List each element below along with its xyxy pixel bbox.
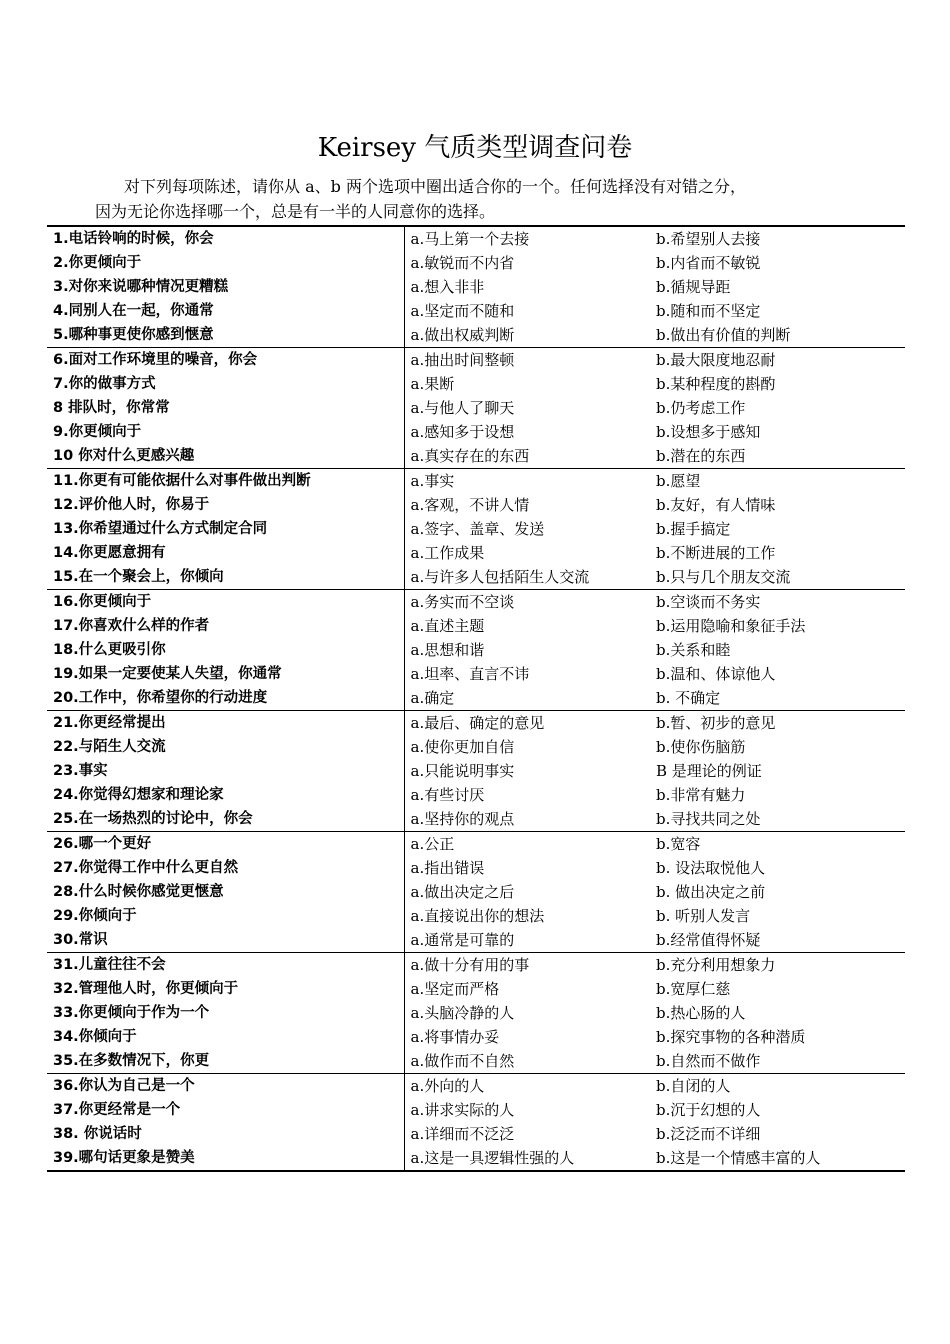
question-row — [47, 348, 905, 373]
option-b[interactable]: b.关系和睦 — [656, 641, 731, 659]
question-text: 17.你喜欢什么样的作者 — [53, 618, 210, 634]
question-text: 8 排队时，你常常 — [53, 400, 170, 416]
intro-line-2: 因为无论你选择哪一个，总是有一半的人同意你的选择。 — [95, 202, 496, 221]
question-row — [47, 323, 905, 348]
question-text: 16.你更倾向于 — [47, 590, 404, 615]
option-b[interactable]: b. 做出决定之前 — [656, 883, 766, 901]
question-row — [47, 444, 905, 469]
option-a[interactable]: a.讲求实际的人 — [404, 1098, 650, 1122]
question-row — [47, 614, 905, 638]
question-text: 38. 你说话时 — [53, 1126, 142, 1142]
question-text: 26.哪一个更好 — [47, 832, 404, 857]
option-b[interactable]: b.宽容 — [650, 832, 905, 857]
option-b[interactable]: b.仍考虑工作 — [656, 399, 746, 417]
intro-line-1: 对下列每项陈述，请你从 a、b 两个选项中圈出适合你的一个。任何选择没有对错之分， — [124, 177, 746, 196]
option-b[interactable]: b.握手搞定 — [656, 520, 731, 538]
question-text: 5.哪种事更使你感到惬意 — [53, 327, 214, 343]
question-table — [47, 225, 905, 1172]
option-a[interactable]: a.思想和谐 — [404, 638, 650, 662]
option-b[interactable]: b.循规导距 — [656, 278, 731, 296]
question-row — [47, 1001, 905, 1025]
question-row — [47, 396, 905, 420]
question-text: 22.与陌生人交流 — [53, 739, 166, 755]
question-row — [47, 299, 905, 323]
option-b[interactable]: b.沉于幻想的人 — [656, 1101, 761, 1119]
question-row — [47, 590, 905, 615]
option-a[interactable]: a.坦率、直言不讳 — [404, 662, 650, 686]
option-b[interactable]: b.泛泛而不详细 — [656, 1125, 761, 1143]
question-row — [47, 807, 905, 832]
option-b[interactable]: b.随和而不坚定 — [656, 302, 761, 320]
option-b[interactable]: b.使你伤脑筋 — [656, 738, 746, 756]
question-text: 15.在一个聚会上，你倾向 — [53, 569, 224, 585]
question-table-body — [47, 226, 905, 1171]
option-a[interactable]: a.事实 — [404, 469, 650, 494]
question-text: 18.什么更吸引你 — [53, 642, 166, 658]
question-row — [47, 928, 905, 953]
option-a[interactable]: a.通常是可靠的 — [404, 928, 650, 953]
option-a[interactable]: a.想入非非 — [404, 275, 650, 299]
option-a[interactable]: a.最后、确定的意见 — [404, 711, 650, 736]
question-text: 33.你更倾向于作为一个 — [53, 1005, 210, 1021]
option-a[interactable]: a.坚定而严格 — [404, 977, 650, 1001]
option-b[interactable]: b.只与几个朋友交流 — [656, 568, 791, 586]
option-b[interactable]: b.宽厚仁慈 — [656, 980, 731, 998]
option-b[interactable]: b.自然而不做作 — [656, 1052, 761, 1070]
question-text: 13.你希望通过什么方式制定合同 — [53, 521, 268, 537]
question-text: 39.哪句话更象是赞美 — [47, 1146, 404, 1171]
option-a[interactable]: a.坚持你的观点 — [404, 807, 650, 832]
option-a[interactable]: a.感知多于设想 — [404, 420, 650, 444]
option-a[interactable]: a.只能说明事实 — [404, 759, 650, 783]
option-b[interactable]: b.热心肠的人 — [656, 1004, 746, 1022]
option-b[interactable]: b.空谈而不务实 — [650, 590, 905, 615]
option-b[interactable]: b.内省而不敏锐 — [656, 254, 761, 272]
question-text: 12.评价他人时，你易于 — [53, 497, 210, 513]
question-text: 28.什么时候你感觉更惬意 — [53, 884, 224, 900]
question-row — [47, 880, 905, 904]
option-a[interactable]: a.马上第一个去接 — [404, 226, 650, 251]
question-row — [47, 686, 905, 711]
option-a[interactable]: a.与他人了聊天 — [404, 396, 650, 420]
question-text: 2.你更倾向于 — [53, 255, 142, 271]
option-a[interactable]: a.这是一具逻辑性强的人 — [404, 1146, 650, 1171]
question-row — [47, 1146, 905, 1171]
option-a[interactable]: a.有些讨厌 — [404, 783, 650, 807]
option-b[interactable]: b.经常值得怀疑 — [656, 931, 761, 949]
question-text: 10 你对什么更感兴趣 — [53, 448, 195, 464]
option-a[interactable]: a.敏锐而不内省 — [404, 251, 650, 275]
question-row — [47, 226, 905, 251]
question-row — [47, 856, 905, 880]
question-text: 14.你更愿意拥有 — [53, 545, 166, 561]
option-a[interactable]: a.详细而不泛泛 — [404, 1122, 650, 1146]
option-a[interactable]: a.做出决定之后 — [404, 880, 650, 904]
option-a[interactable]: a.使你更加自信 — [404, 735, 650, 759]
question-text: 7.你的做事方式 — [53, 376, 156, 392]
question-row — [47, 662, 905, 686]
question-row — [47, 1025, 905, 1049]
question-row — [47, 783, 905, 807]
question-text: 37.你更经常是一个 — [53, 1102, 181, 1118]
question-row — [47, 638, 905, 662]
question-row — [47, 735, 905, 759]
option-a[interactable]: a.果断 — [404, 372, 650, 396]
question-text: 32.管理他人时，你更倾向于 — [53, 981, 239, 997]
question-row — [47, 541, 905, 565]
option-b[interactable]: b.自闭的人 — [650, 1074, 905, 1099]
option-a[interactable]: a.头脑冷静的人 — [404, 1001, 650, 1025]
option-b[interactable]: b.某种程度的斟酌 — [656, 375, 776, 393]
question-text: 27.你觉得工作中什么更自然 — [53, 860, 239, 876]
question-row — [47, 1074, 905, 1099]
question-text: 31.儿童往往不会 — [47, 953, 404, 978]
option-b[interactable]: b. 不确定 — [656, 689, 721, 707]
option-b[interactable]: b.温和、体谅他人 — [656, 665, 776, 683]
option-b[interactable]: b.这是一个情感丰富的人 — [650, 1146, 905, 1171]
page-title: Keirsey 气质类型调查问卷 — [317, 133, 633, 163]
option-a[interactable]: a.签字、盖章、发送 — [404, 517, 650, 541]
question-row — [47, 832, 905, 857]
option-b[interactable]: b.设想多于感知 — [656, 423, 761, 441]
question-row — [47, 420, 905, 444]
question-text: 25.在一场热烈的讨论中，你会 — [53, 811, 253, 827]
option-b[interactable]: b. 设法取悦他人 — [656, 859, 766, 877]
question-text: 4.同别人在一起，你通常 — [53, 303, 214, 319]
question-text: 11.你更有可能依据什么对事件做出判断 — [47, 469, 404, 494]
option-b[interactable]: b.最大限度地忍耐 — [650, 348, 905, 373]
question-text: 1.电话铃响的时候，你会 — [47, 226, 404, 251]
question-row — [47, 565, 905, 590]
option-a[interactable]: a.指出错误 — [404, 856, 650, 880]
option-a[interactable]: a.直接说出你的想法 — [404, 904, 650, 928]
option-a[interactable]: a.与许多人包括陌生人交流 — [404, 565, 650, 590]
question-row — [47, 904, 905, 928]
question-row — [47, 759, 905, 783]
option-b[interactable]: b.运用隐喻和象征手法 — [656, 617, 806, 635]
option-a[interactable]: a.确定 — [404, 686, 650, 711]
question-text: 34.你倾向于 — [53, 1029, 137, 1045]
question-row — [47, 493, 905, 517]
option-a[interactable]: a.公正 — [404, 832, 650, 857]
option-b[interactable]: b.愿望 — [650, 469, 905, 494]
question-row — [47, 711, 905, 736]
question-text: 35.在多数情况下，你更 — [53, 1053, 210, 1069]
option-b[interactable]: b.暂、初步的意见 — [650, 711, 905, 736]
question-text: 6.面对工作环境里的噪音，你会 — [47, 348, 404, 373]
option-a[interactable]: a.工作成果 — [404, 541, 650, 565]
option-a[interactable]: a.坚定而不随和 — [404, 299, 650, 323]
option-b[interactable]: B 是理论的例证 — [656, 762, 762, 780]
option-b[interactable]: b.非常有魅力 — [656, 786, 746, 804]
option-b[interactable]: b.充分利用想象力 — [650, 953, 905, 978]
question-row — [47, 251, 905, 275]
option-b[interactable]: b.探究事物的各种潜质 — [656, 1028, 806, 1046]
option-a[interactable]: a.真实存在的东西 — [404, 444, 650, 469]
question-text: 3.对你来说哪种情况更糟糕 — [53, 279, 229, 295]
option-a[interactable]: a.做出权威判断 — [404, 323, 650, 348]
question-text: 9.你更倾向于 — [53, 424, 142, 440]
option-a[interactable]: a.抽出时间整顿 — [404, 348, 650, 373]
option-b[interactable]: b.友好，有人情味 — [656, 496, 776, 514]
option-b[interactable]: b.潜在的东西 — [656, 447, 746, 465]
question-row — [47, 1098, 905, 1122]
question-text: 36.你认为自己是一个 — [47, 1074, 404, 1099]
option-b[interactable]: b.做出有价值的判断 — [656, 326, 791, 344]
option-a[interactable]: a.务实而不空谈 — [404, 590, 650, 615]
option-b[interactable]: b. 听别人发言 — [656, 907, 751, 925]
question-row — [47, 977, 905, 1001]
question-row — [47, 275, 905, 299]
question-row — [47, 1049, 905, 1074]
option-a[interactable]: a.做作而不自然 — [404, 1049, 650, 1074]
question-row — [47, 517, 905, 541]
question-text: 23.事实 — [53, 763, 108, 779]
option-a[interactable]: a.做十分有用的事 — [404, 953, 650, 978]
question-text: 20.工作中，你希望你的行动进度 — [53, 690, 268, 706]
option-a[interactable]: a.将事情办妥 — [404, 1025, 650, 1049]
question-text: 30.常识 — [53, 932, 108, 948]
option-a[interactable]: a.客观，不讲人情 — [404, 493, 650, 517]
question-text: 24.你觉得幻想家和理论家 — [53, 787, 224, 803]
option-a[interactable]: a.直述主题 — [404, 614, 650, 638]
question-row — [47, 1122, 905, 1146]
question-text: 19.如果一定要使某人失望，你通常 — [53, 666, 282, 682]
question-row — [47, 469, 905, 494]
option-b[interactable]: b.寻找共同之处 — [656, 810, 761, 828]
question-text: 29.你倾向于 — [53, 908, 137, 924]
option-b[interactable]: b.希望别人去接 — [650, 226, 905, 251]
option-a[interactable]: a.外向的人 — [404, 1074, 650, 1099]
option-b[interactable]: b.不断进展的工作 — [656, 544, 776, 562]
question-row — [47, 372, 905, 396]
question-text: 21.你更经常提出 — [47, 711, 404, 736]
question-row — [47, 953, 905, 978]
